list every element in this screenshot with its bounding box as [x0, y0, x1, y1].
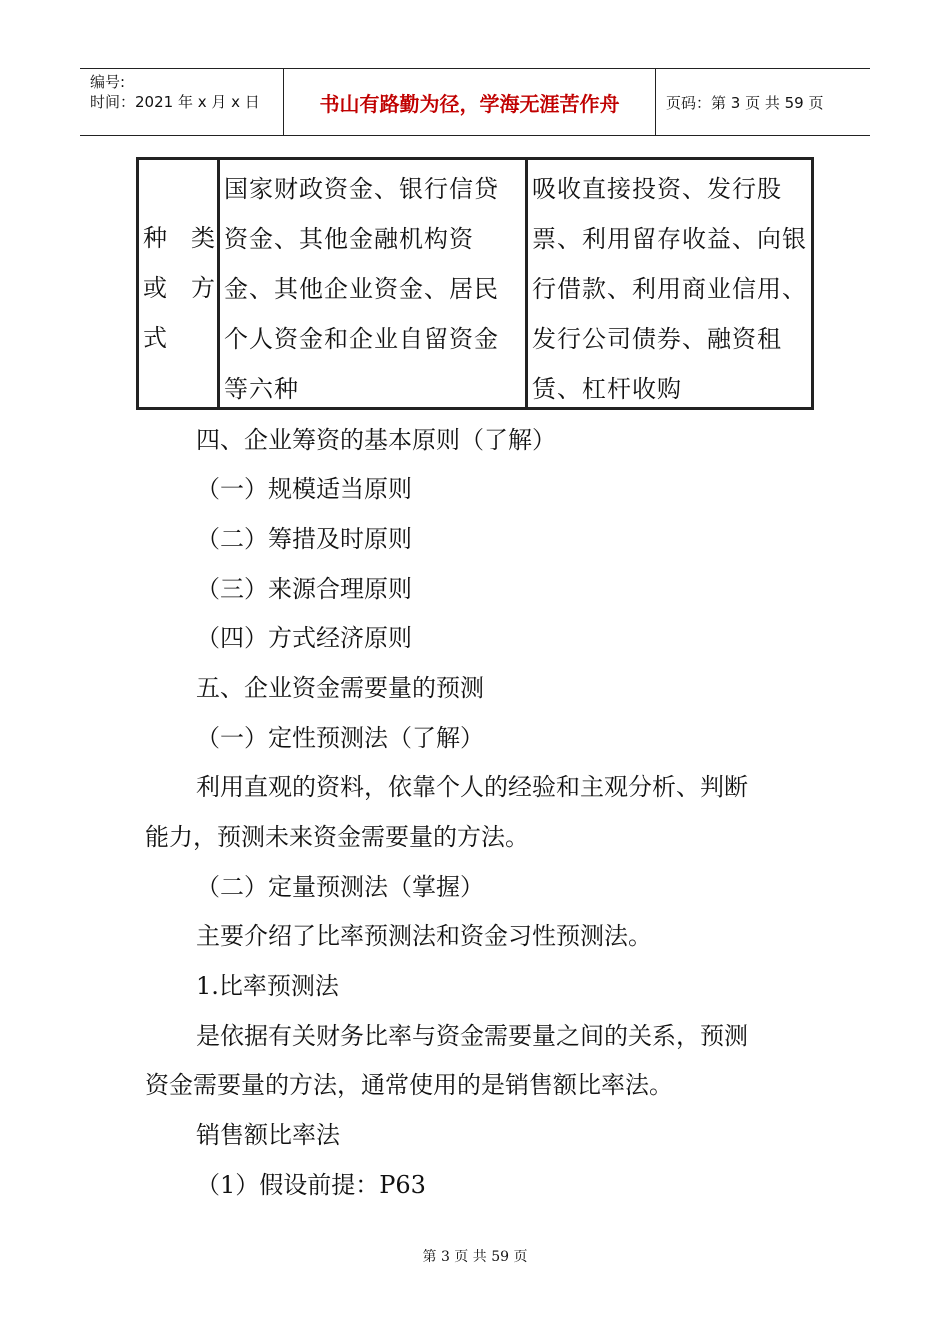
table-cell-line: 票、利用留存收益、向银 [532, 225, 807, 253]
table-col-category [139, 160, 217, 407]
paragraph-line: 资金需要量的方法，通常使用的是销售额比率法。 [145, 1071, 673, 1099]
page-header [80, 68, 870, 136]
table-cell-line: 发行公司债券、融资租 [532, 325, 782, 353]
table-cell-line: 种 类 [143, 224, 215, 252]
subsection-heading: （一）定性预测法（了解） [196, 724, 484, 752]
list-item: （三）来源合理原则 [196, 575, 412, 603]
table-cell-line: 式 [143, 324, 167, 352]
section-heading: 五、企业资金需要量的预测 [196, 674, 484, 702]
paragraph-line: 是依据有关财务比率与资金需要量之间的关系，预测 [196, 1022, 748, 1050]
list-item: （1）假设前提：P63 [196, 1171, 426, 1199]
table-cell-line: 等六种 [224, 375, 299, 403]
table-cell-line: 吸收直接投资、发行股 [532, 175, 782, 203]
header-meta [80, 69, 283, 135]
table-cell-line: 资金、其他金融机构资 [224, 225, 474, 253]
list-item: （一）规模适当原则 [196, 475, 412, 503]
table-cell-line: 国家财政资金、银行信贷 [224, 175, 499, 203]
table-cell-line: 行借款、利用商业信用、 [532, 275, 807, 303]
document-time: 时间：2021 年 x 月 x 日 [90, 93, 260, 111]
table-cell-line: 金、其他企业资金、居民 [224, 275, 499, 303]
table-col-methods [525, 160, 811, 407]
paragraph-line: 利用直观的资料，依靠个人的经验和主观分析、判断 [196, 773, 748, 801]
subsection-heading: 1.比率预测法 [196, 972, 339, 1000]
document-number: 编号: [90, 73, 126, 91]
table-cell-line: 个人资金和企业自留资金 [224, 325, 499, 353]
financing-table [136, 157, 814, 410]
header-page-info: 页码：第 3 页 共 59 页 [666, 93, 824, 112]
section-heading: 四、企业筹资的基本原则（了解） [196, 426, 556, 454]
list-item: （二）筹措及时原则 [196, 525, 412, 553]
subsection-heading: 销售额比率法 [196, 1121, 340, 1149]
header-motto: 书山有路勤为径，学海无涯苦作舟 [283, 69, 656, 135]
table-col-sources [217, 160, 525, 407]
page-footer: 第 3 页 共 59 页 [422, 1249, 528, 1265]
table-cell-line: 或 方 [143, 274, 215, 302]
subsection-heading: （二）定量预测法（掌握） [196, 873, 484, 901]
paragraph-line: 能力，预测未来资金需要量的方法。 [145, 823, 529, 851]
table-cell-line: 赁、杠杆收购 [532, 375, 682, 403]
paragraph-line: 主要介绍了比率预测法和资金习性预测法。 [196, 922, 652, 950]
list-item: （四）方式经济原则 [196, 624, 412, 652]
